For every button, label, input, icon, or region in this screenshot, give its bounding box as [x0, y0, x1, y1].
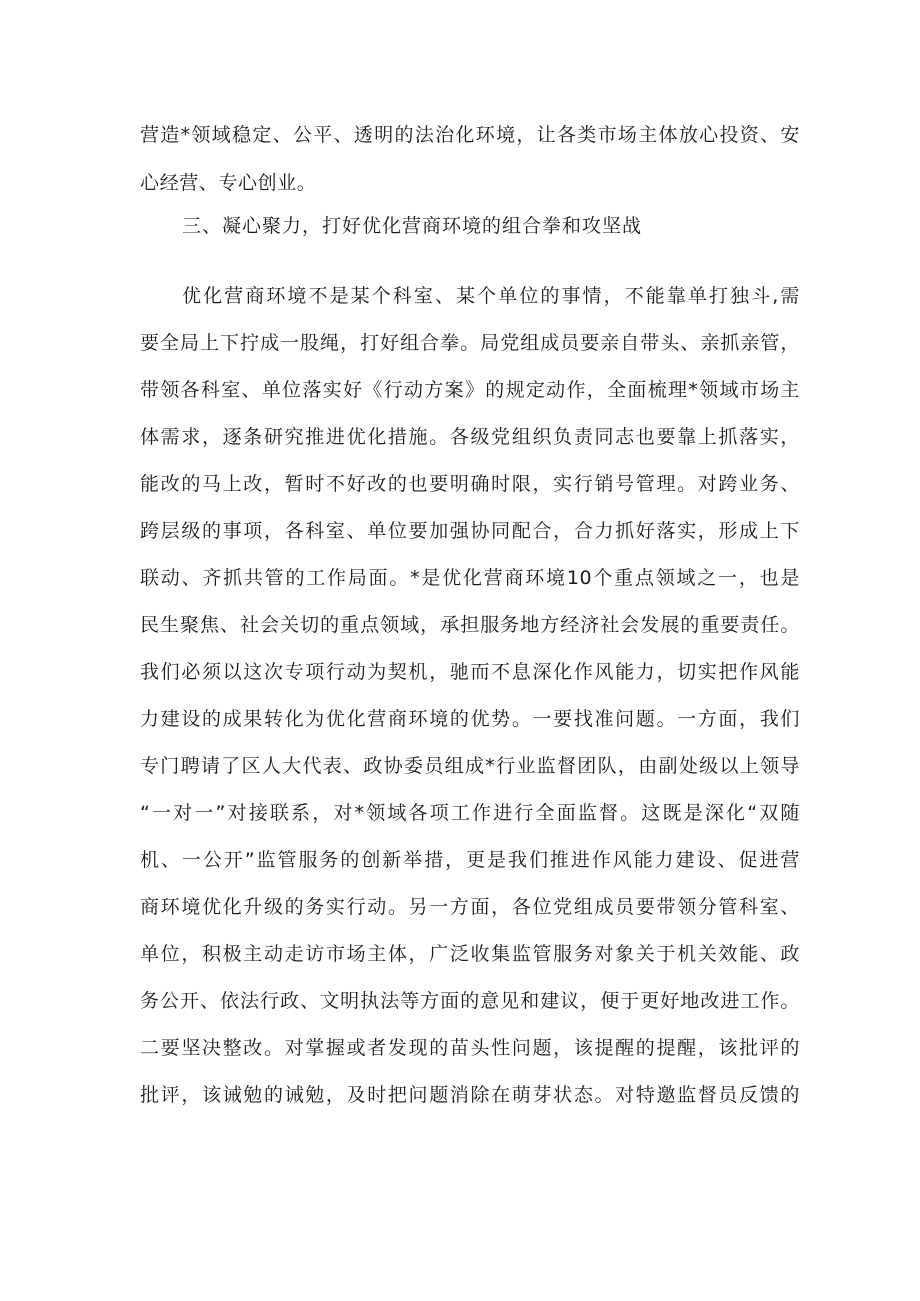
paragraph-line: 优化营商环境不是某个科室、某个单位的事情，不能靠单打独斗,需	[182, 285, 800, 307]
paragraph-line: 力建设的成果转化为优化营商环境的优势。一要找准问题。一方面，我们	[140, 708, 800, 730]
paragraph-line: 二要坚决整改。对掌握或者发现的苗头性问题，该提醒的提醒，该批评的	[140, 1037, 800, 1059]
paragraph-line: 体需求，逐条研究推进优化措施。各级党组织负责同志也要靠上抓落实，	[140, 426, 800, 448]
paragraph-line: 我们必须以这次专项行动为契机，驰而不息深化作风能力，切实把作风能	[140, 661, 800, 683]
paragraph-line: 商环境优化升级的务实行动。另一方面，各位党组成员要带领分管科室、	[140, 896, 800, 918]
paragraph-line: 联动、齐抓共管的工作局面。*是优化营商环境10个重点领域之一，也是	[140, 567, 800, 589]
paragraph-line: “一对一”对接联系，对*领域各项工作进行全面监督。这既是深化“双随	[140, 802, 800, 824]
paragraph-line: 批评，该诫勉的诫勉，及时把问题消除在萌芽状态。对特邀监督员反馈的	[140, 1084, 800, 1106]
paragraph-line: 带领各科室、单位落实好《行动方案》的规定动作，全面梳理*领域市场主	[140, 379, 800, 401]
paragraph-line: 能改的马上改，暂时不好改的也要明确时限，实行销号管理。对跨业务、	[140, 473, 800, 495]
section-heading: 三、凝心聚力，打好优化营商环境的组合拳和攻坚战	[182, 215, 643, 237]
paragraph-line: 机、一公开”监管服务的创新举措，更是我们推进作风能力建设、促进营	[140, 849, 800, 871]
paragraph-line: 跨层级的事项，各科室、单位要加强协同配合，合力抓好落实，形成上下	[140, 520, 800, 542]
paragraph-line: 单位，积极主动走访市场主体，广泛收集监管服务对象关于机关效能、政	[140, 943, 800, 965]
paragraph-line: 要全局上下拧成一股绳，打好组合拳。局党组成员要亲自带头、亲抓亲管，	[140, 332, 800, 354]
paragraph-line: 专门聘请了区人大代表、政协委员组成*行业监督团队，由副处级以上领导	[140, 755, 800, 777]
paragraph-line: 民生聚焦、社会关切的重点领域，承担服务地方经济社会发展的重要责任。	[140, 614, 800, 636]
paragraph-line: 心经营、专心创业。	[140, 172, 317, 194]
paragraph-line: 务公开、依法行政、文明执法等方面的意见和建议，便于更好地改进工作。	[140, 990, 800, 1012]
paragraph-line: 营造*领域稳定、公平、透明的法治化环境，让各类市场主体放心投资、安	[140, 124, 800, 146]
